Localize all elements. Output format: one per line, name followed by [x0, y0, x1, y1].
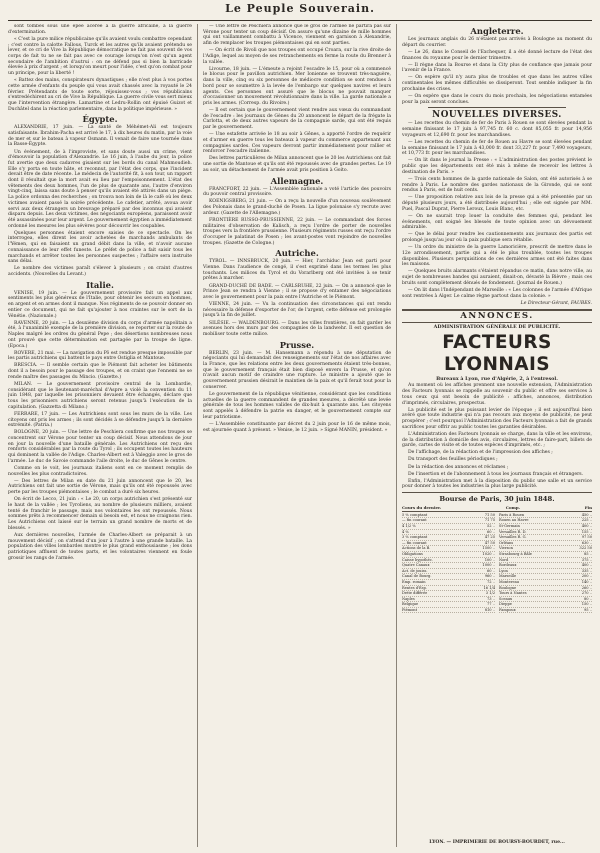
paragraph: SILÉSIE. — WALDENBOURG. — Dans les villes frontières, on fait garder les avenues hors des murs par des compagnies de la landwehr. Il est question de mobiliser toute cette milice.	[203, 320, 391, 337]
bourse-header-fin: Fin	[584, 505, 592, 511]
table-cell-value: 400 ..	[581, 563, 592, 568]
heading-italie: Italie.	[86, 279, 114, 290]
table-cell-value: 150 ..	[581, 602, 592, 607]
table-cell-value: 1020 ..	[482, 551, 495, 556]
bourse-table	[402, 513, 592, 614]
table-cell-value: 630 ..	[581, 540, 592, 545]
divider	[428, 107, 566, 108]
table-cell-value: 73 ..	[487, 596, 495, 601]
table-cell-value: 155 ..	[581, 529, 592, 534]
paragraph: — Quelques bruits alarmants s'étaient répandus ce matin, dans notre ville, au sujet de nombreuses bandes qui auraient, disait-on, dévasté la Bièvre ; mais ces bruits sont complètement dénués de fondement. (Journal de Rouen.)	[402, 269, 592, 286]
table-cell-label: Orléans	[499, 540, 514, 545]
table-cell-label: Dieppe	[499, 602, 512, 607]
paragraph: « C'est la pure milice républicaine qu'ils avaient voulu combattre cependant ; c'est contre la calotte Fallous, Turck et les autres qu'ils avaient prétendu se lever, et ce cri de Vive la République démocratique ne fait pas souvent de vos corps de fait tu ne se fait pas avec ce courage lorsqu'on n'est qu'un agent secondaire de l'ambition d'autrui : on ne défend pas si bien la barricade élevée à prix d'argent ; et lorsqu'on meurt pour l'idée, c'est qu'on combat pour un principe, pour la liberté !	[8, 36, 192, 77]
table-cell-label: Dette différée	[402, 591, 428, 596]
heading-annonces: ANNONCES.	[460, 311, 534, 322]
paragraph: TYROL. — INNSBRUCK, 20 juin. — Hier, l'archiduc Jean est parti pour Vienne. Dans l'audience de congé, il s'est exprimé dans les termes les plus touchants. Les milices du Tyrol et du Vorarlberg ont été invitées à se tenir prêtes à marcher.	[203, 259, 391, 282]
paragraph: « Battez des mains, conspirateurs dynastiques ; elle n'est plus à vos portes cette armée d'enfants du peuple qui vous avait chassés avec la royauté le 24 février. Prétendants de toute sorte, réjouissez-vous ; vos républicains s'entredéchirent au cri de Vive la République. La guerre civile vous sert mieux que l'intervention étrangère. Lamartine et Ledru-Rollin ont épuisé Guizot et Duchâtel dans la réaction parlementaire, dans la politique impérieuse. »	[8, 78, 192, 112]
heading-autriche: Autriche.	[275, 248, 319, 259]
paragraph: Le nombre des victimes paraît s'élever à plusieurs ; on craint d'autres accidents. (Nouvelles du Levant.)	[8, 266, 192, 278]
table-cell-label: Marseille	[499, 574, 517, 579]
paragraph: BERLIN, 23 juin. — M. Hansemann a répondu à une députation de négociants qui lui demandait des renseignements sur l'état de nos affaires avec la France, que les relations entre les deux gouvernements étaient très-bonnes, que le gouvernement français était bien disposé envers la Prusse, et qu'on n'avait aucun motif de craindre une rupture. Le ministre a ajouté que le gouvernement prussien désirait le maintien de la paix et qu'il ferait tout pour la conserver.	[203, 350, 391, 390]
table-cell-label: 4 1/2 %	[402, 523, 416, 528]
column-rule-1	[197, 24, 198, 847]
bourse-title: Bourse de Paris, 30 juin 1848.	[439, 495, 555, 504]
table-cell-value: 77 ..	[487, 602, 495, 607]
paragraph: — Les recettes du chemin de fer de Rouen au Havre se sont élevées pendant la semaine finissant le 17 juin à 43,000 fr. dont 33,227 fr. pour 7,490 voyageurs, et 10,773 fr. pour les marchandises.	[402, 139, 592, 157]
paragraph: Les journaux anglais du 26 n'étaient pas arrivés à Boulogne au moment du départ du courrier.	[402, 37, 592, 48]
table-cell-label: Tours à Nantes	[499, 591, 527, 596]
paragraph: De l'affichage, de la rédaction et de l'impression des affiches ;	[408, 450, 553, 456]
paragraph: — Que le délai pour rendre les cautionnements aux journaux des partis est prolongé jusqu'au jour où la paix publique sera rétablie.	[402, 232, 592, 243]
table-row	[402, 608, 495, 614]
masthead: Le Peuple Souverain.	[225, 2, 375, 15]
table-cell-value: 375 ..	[581, 557, 592, 562]
table-cell-value: 60 ..	[487, 568, 495, 573]
table-cell-value: 200 ..	[581, 574, 592, 579]
table-cell-value: 47 25	[484, 535, 495, 540]
paragraph: — L'Assemblée constituante par décret du 2 juin pour le 16 de même mois, est ajournée quant à présent. » Venise, le 12 juin. » Signé MANIN, président. »	[203, 421, 391, 433]
bourse-header-comp: Comp.	[505, 505, 521, 511]
paragraph: De l'insertion et de l'abonnement à tous les journaux français et étrangers.	[408, 471, 584, 477]
table-cell-label: Quatre Canaux	[402, 563, 430, 568]
paragraph: — Une proposition relative aux lois de la presse qui a été présentée par un député plusieurs jours, a été distribuée aujourd'hui ; elle est signée par MM. Puel, Pascal Duprat, Pierre Leroux, Louis Blanc, etc.	[402, 195, 592, 212]
table-cell-label: Montereau	[499, 579, 520, 584]
paragraph: De la rédaction des annonces et réclames ;	[408, 464, 509, 470]
paragraph: Le gouvernement de la république vénitienne, considérant que les conditions actuelles de la guerre commandent de grandes mesures, a décrété une levée générale de tous les hommes valides de dix-huit à quarante ans. Les citoyens sont appelés à défendre la patrie en danger, et le gouvernement compte sur leur patriotisme.	[203, 391, 391, 420]
heading-egypte: Égypte.	[82, 114, 118, 125]
prusse-articles	[203, 351, 391, 434]
paragraph: — On lit dans l'Indépendant de Marseille : « Les colonnes de l'armée d'Afrique sont rentrées à Alger. Le calme règne partout dans la colonie. »	[402, 287, 592, 299]
table-cell-value: 100 ..	[484, 557, 495, 562]
angleterre-articles	[402, 37, 592, 105]
bourse-header	[402, 505, 592, 512]
table-cell-value: 810 ..	[484, 607, 495, 612]
heading-prusse: Prusse.	[279, 339, 315, 350]
paragraph: FRANCFORT, 22 juin. — L'Assemblée nationale a voté l'article des pouvoirs du pouvoir central provisoire.	[203, 186, 391, 198]
paragraph: — Les recettes du chemin de fer de Paris à Rouen se sont élevées pendant la semaine finissant le 17 juin à 97,745 fr. 60 c. dont 85,055 fr. pour 14,956 voyageurs et 12,690 fr. pour les marchandises.	[402, 121, 592, 138]
table-cell-value: 95 ..	[584, 607, 592, 612]
paragraph: VIENNE, 24 juin. — Vu la continuation des circonstances qui ont rendu nécessaire la défense d'exporter de l'or, de l'argent, cette défense est prolongée jusqu'à la fin de juillet.	[203, 302, 391, 319]
table-cell-label: Nord	[499, 557, 509, 562]
paragraph: GRAND-DUCHÉ DE BADE. — CARLSRUHE, 22 juin. — On a annoncé que le Prince Jean se rendra à Vienne ; il se propose d'y entamer des négociations avec le gouvernement pour la paix entre l'Autriche et le Piémont.	[203, 283, 391, 300]
paragraph: On écrit de Lecco, 21 juin : « Le 20, un corps autrichien s'est présenté sur le haut de la vallée ; les Tyroliens, au nombre de plusieurs milliers, avaient tenté de franchir le passage, mais nos volontaires les ont repoussés. Nous sommes prêts à recommencer demain si besoin est, et nous ne craignons rien. Les Autrichiens ont laissé sur le terrain un grand nombre de morts et de blessés. »	[8, 497, 192, 531]
paragraph: BRESCIA. — Il semble certain que le Piémont fait acheter les bâtiments dont il a besoin pour le passage des troupes, et on craint que l'ennemi ne se rende maître des passages du Mincio. (Gazette.)	[8, 363, 192, 380]
facteurs-address: Bureaux à Lyon, rue d'Algérie, 2, à l'entresol.	[436, 375, 558, 382]
autriche-articles	[203, 259, 391, 337]
table-cell-value: 225 ..	[581, 518, 592, 523]
bourse-left-column	[402, 513, 495, 614]
table-cell-label: Versailles R. G.	[499, 535, 527, 540]
table-cell-label: Fampoux	[499, 607, 516, 612]
paragraph: — Trois cents hommes de la garde nationale de Salon, ont été autorisés à se rendre à Paris. Le nombre des gardes nationaux de la Gironde, qui se sont rendus à Paris, est de huit cents.	[402, 176, 592, 194]
paragraph: — Le 26, dans le Conseil de l'Exchequer, il a été donné lecture de l'état des finances du royaume pour le dernier trimestre.	[402, 49, 592, 61]
table-cell-value: 16 1/4	[483, 585, 495, 590]
table-cell-label: Boulogne	[499, 585, 517, 590]
table-cell-label: Rentes d'Esp.	[402, 585, 427, 590]
paragraph: — Un ordre du ministre de la guerre Lamoricière, prescrit de mettre dans le 12e arrondissement, partie qui a été le plus troublée, toutes les troupes disponibles. Plusieurs perquisitions de ces dernières armes ont été faites dans les maisons.	[402, 245, 592, 268]
paragraph: Livourne, 18 juin. — L'émeute a rejoint l'escadre le 15, pour où a commencé le blocus pour le pavillon autrichien. Mer Ionienne se trouvent très-naguère, dans la ville, cinq ou six personnes de médiocre condition se sont rendues à bord pour se soumettre à la levée de l'embargo sur quelques navires et leurs agents. Ces personnes ont assuré que le blocus ne pouvait manquer d'occasionner un mouvement révolutionnaire dans la ville. La garde nationale a pris les armes. (Corresp. du Rivoire.)	[203, 66, 391, 106]
table-cell-label: Emp. romain	[402, 579, 426, 584]
table-cell-label: Naples	[402, 596, 415, 601]
table-cell-value: 960 ..	[484, 574, 495, 579]
signature: Le Directeur-Gérant, FAUBES.	[520, 300, 592, 306]
paragraph: VENISE, 19 juin. — Le gouvernement provisoire fait un appel aux sentiments les plus généreux de l'Italie, pour obtenir les secours en hommes, en argent et en armes dont il manque. Nos régiments de se pouvoir donner en entier ce document, qui ne fait qu'ajouter à nos craintes sur le sort de la Vénétie. (Nazionale.)	[8, 290, 192, 319]
table-cell-value: 450 ..	[581, 512, 592, 517]
column-1	[8, 24, 192, 847]
paragraph: — Une lettre de Peschiera annonce que le gros de l'armée ne partira pas sur Vérone pour tenter un coup décisif. On assure qu'une dizaine de mille hommes qui ont vaillamment combattu à Vicence, viennent en garnison à Alexandrie, afin de remplacer les troupes piémontaises qui en sont parties.	[203, 24, 391, 47]
table-cell-value: 400 ..	[581, 523, 592, 528]
table-cell-label: Piémont	[402, 607, 418, 612]
table-cell-label: Obligations	[402, 551, 423, 556]
table-cell-value: 270 ..	[581, 591, 592, 596]
paragraph: ROVERE, 21 mai. — La navigation du Pô est rendue presque impossible par les partis autrichiens qui battent le pays entre Ostiglia et Mantoue.	[8, 350, 192, 362]
table-cell-label: Lyon	[499, 568, 508, 573]
paragraph: Quelques personnes étaient encore saisies de ce spectacle. On les interrogea, elles dirent les avoir achetées de marchands ambulants de l'Yémen, qui en faisaient un grand débit dans la ville, et n'avoir aucune connaissance de leur effet funeste. Le préfet de police a fait saisir tous les marchands et arrêter toutes les personnes suspectes ; l'affaire sera instruite sans délai.	[8, 230, 192, 265]
facteurs-text	[402, 383, 592, 490]
table-row	[499, 608, 592, 614]
bourse-right-column	[499, 513, 592, 614]
column-2	[203, 24, 391, 847]
paragraph: — On ne saurait trop louer la conduite des femmes qui, pendant les événements, ont soigné les blessés de toute opinion avec un dévouement admirable.	[402, 213, 592, 231]
paragraph: FRONTIÈRE RUSSO-PRUSSIENNE, 22 juin. — Le commandant des forces militaires d'observation de Kalisch, a reçu l'ordre de porter de nouvelles troupes vers la frontière prussienne. Plusieurs régiments russes ont reçu l'ordre d'occuper le palatinat de Posen ; les avant-postes vont rejoindre de nouvelles troupes. (Gazette de Cologne.)	[203, 217, 391, 246]
admin-line: ADMINISTRATION GÉNÉRALE DE PUBLICITÉ.	[433, 324, 561, 330]
table-cell-value: 72 ..	[487, 579, 495, 584]
table-cell-label: Sceaux	[499, 596, 513, 601]
paragraph: — Une estafette arrivée le 18 au soir à Gênes, a apporté l'ordre de requérir et d'armer en guerre tous les bateaux à vapeur du commerce appartenant aux compagnies sardes. Ces vapeurs devront partir immédiatement pour rallier et renforcer l'escadre italienne.	[203, 132, 391, 155]
divider	[402, 492, 592, 493]
paragraph: FERRARE, 17 juin. — Les Autrichiens sont sous les murs de la ville. Les citoyens ont pris les armes ; ils sont décidés à se défendre jusqu'à la dernière extrémité. (Patria.)	[8, 411, 192, 429]
table-cell-label: Vierzon	[499, 546, 513, 551]
paragraph: Au moment où les affiches prennent une nouvelle extension, l'Administration des Facteurs lyonnais se rappelle au souvenir du public et offre ses services à tous ceux qui ont besoin de publicité : affiches, annonces, distribution d'imprimés, circulaires, prospectus.	[402, 383, 592, 406]
table-cell-label: Caisse hypothéc.	[402, 557, 433, 562]
bourse-header-label: Cours du dernier.	[402, 505, 442, 511]
table-cell-value: 3 1/2	[485, 591, 495, 596]
paragraph: — Il règne dans la Bourse et dans la City plus de confiance que jamais pour l'avenir de la France.	[402, 62, 592, 74]
paragraph: — On lit dans le journal la Presse : « L'administration des postes prévient le public que les départements ont été mis à même de recevoir les lettres à destination de Paris. »	[402, 158, 592, 175]
paragraph: Comme on le voit, les journaux italiens sont en ce moment remplis de nouvelles les plus contradictoires.	[8, 465, 192, 477]
table-cell-value: 1500 ..	[482, 546, 495, 551]
paragraph: BOLOGNE, 20 juin. — Une lettre de Peschiera confirme que nos troupes se concentrent sur Vérone pour tenter un coup décisif. Nous attendons de jour en jour la nouvelle d'une bataille générale. Les Autrichiens ont reçu des renforts considérables par la route du Tyrol ; ils occupent toutes les hauteurs qui dominent la vallée de l'Adige. Charles-Albert est à Valeggio avec le gros de l'armée. Le duc de Savoie commande l'aile droite, le duc de Gênes le centre.	[8, 430, 192, 464]
italie-articles	[8, 291, 192, 562]
allemagne-articles	[203, 187, 391, 247]
printer-line: LYON. — IMPRIMERIE DE BOURSY-BOURDET, rue...	[429, 840, 565, 845]
nouvelles-articles	[402, 121, 592, 299]
table-cell-label: Bordeaux	[499, 563, 517, 568]
table-cell-label: — fin courant	[402, 540, 427, 545]
masthead-rule	[8, 20, 592, 21]
table-cell-value: 97 50	[581, 535, 592, 540]
egypte-articles	[8, 125, 192, 277]
table-cell-value: 1000 ..	[482, 563, 495, 568]
table-cell-value: 80 ..	[584, 596, 592, 601]
table-cell-value: 71 50	[484, 512, 495, 517]
paragraph: RAVENNE, 20 juin. — La deuxième division du corps d'armée napolitain a été, à l'unanimité exemple de la première division, se reporter sur la route de Naples malgré les ordres du général Pepe ; des désertions nombreuses nous ont prouvé que cette détermination est partagée par la troupe de ligne. (Epoca.)	[8, 320, 192, 349]
paragraph: — On espère que dans le cours du mois prochain, les négociations entamées pour la paix seront conclues.	[402, 93, 592, 105]
table-cell-label: — fin courant	[402, 518, 427, 523]
paragraph: MILAN. — Le gouvernement provisoire central de la Lombardie, considérant que le lieutenant-maréchal d'Aspre a violé la convention du 11 juin 1848, par laquelle les prisonniers devaient être échangés, déclare que tous les prisonniers autrichiens seront retenus jusqu'à l'exécution de la capitulation. (Gazzetta di Milano.)	[8, 381, 192, 410]
table-cell-label: Rouen au Havre	[499, 518, 529, 523]
table-cell-label: Paris à Rouen	[499, 512, 525, 517]
paragraph: L'Administration des Facteurs lyonnais se charge, dans la ville et les environs, de la distribution à domicile des avis, circulaires, lettres de faire-part, billets de garde, cartes de visite et de toutes espèces d'imprimés, etc. ;	[402, 431, 592, 449]
facteurs-lyonnais-title: FACTEURS LYONNAIS	[442, 331, 552, 375]
table-cell-label: 3 % comptant	[402, 535, 428, 540]
table-cell-value: 140 ..	[581, 579, 592, 584]
col1-intro	[8, 24, 192, 112]
paragraph: ALEXANDRIE, 17 juin. — La santé de Méhémet-Ali est toujours satisfaisante. Ibrahim-Pacha est arrivé le 17, à dix heures du matin, par la voie de mer et sur le bateau à vapeur Osmann. Il venait de faire une tournée dans la Basse-Égypte.	[8, 125, 192, 148]
paragraph: Enfin, l'Administration met à la disposition du public une salle et un service pour donner à toutes les industries la plus large publicité.	[402, 478, 592, 490]
column-3	[402, 24, 592, 847]
paragraph: — Des lettres de Milan en date du 21 juin annoncent que le 20, les Autrichiens ont fait une sortie de Vérone, mais qu'ils ont été repoussés avec perte par les troupes piémontaises ; le combat a duré six heures.	[8, 478, 192, 496]
table-cell-label: Belgique	[402, 602, 419, 607]
heading-angleterre: Angleterre.	[470, 26, 524, 36]
table-cell-label: Versailles R. D.	[499, 529, 527, 534]
table-cell-value: 60 ..	[487, 529, 495, 534]
table-cell-value: 47 50	[484, 540, 495, 545]
paragraph: Des lettres particulières de Milan annoncent que le 20 les Autrichiens ont fait une sortie de Mantoue et qu'ils ont été repoussés avec de grandes pertes. Le 19 au soir, un détachement de l'armée avait pris position à Goito.	[203, 156, 391, 173]
heading-allemagne: Allemagne.	[270, 175, 324, 186]
table-cell-label: St-Germain	[499, 523, 520, 528]
paragraph: La publicité est le plus puissant levier de l'époque ; il est aujourd'hui bien avéré que toute industrie qui n'a pas recours aux moyens de publicité, ne peut prospérer ; c'est pourquoi l'Administration des Facteurs lyonnais a fait de grands sacrifices pour offrir au public toutes les garanties désirables.	[402, 407, 592, 430]
paragraph: sont tombés sous une épée acérée à la guerre africaine, à la guerre d'extermination.	[8, 24, 192, 35]
paragraph: Du transport des feuilles périodiques ;	[408, 457, 498, 463]
paragraph: Aux dernières nouvelles, l'armée de Charles-Albert se préparait à un mouvement décisif ; on s'attend d'un jour à l'autre à une grande bataille. La population des villes lombardes montre le plus grand enthousiasme ; les dons patriotiques affluent de toutes parts, et les volontaires viennent en foule grossir les rangs de l'armée.	[8, 532, 192, 561]
table-cell-label: Strasbourg à Bâle	[499, 551, 532, 556]
table-cell-value: 322 50	[579, 546, 592, 551]
table-cell-value: 52 ..	[487, 523, 495, 528]
paragraph: — On écrit de Rivoli que nos troupes ont occupé Croara, sur la rive droite de l'Adige, lequel au moyen de ses retranchements en ferme la route du Brenner à la vallée.	[203, 48, 391, 65]
column-rule-2	[396, 24, 397, 847]
paragraph: KOENIGSBERG, 21 juin. — On a reçu la nouvelle d'un nouveau soulèvement des Polonais dans le grand-duché de Posen. La ligue polonaise s'y recrute avec ardeur. (Gazette de l'Allemagne.)	[203, 199, 391, 216]
table-cell-label: Canal de Bourg.	[402, 574, 432, 579]
divider	[402, 322, 592, 323]
table-cell-value: 85 ..	[584, 551, 592, 556]
table-cell-value: 335 ..	[581, 568, 592, 573]
paragraph: — Il est certain que le gouvernement vient rendre aux vœux du commandant de l'escadre : les journaux de Gènes du 20 annoncent le départ de la frégate la Carlotta, et de deux autres vapeurs de la compagnie sarde, qui ont été requis par le gouvernement.	[203, 108, 391, 131]
table-cell-label: Act. de jouiss.	[402, 568, 428, 573]
table-cell-value: 71 75	[484, 518, 495, 523]
table-cell-value: 260 ..	[581, 585, 592, 590]
table-cell-label: Actions de la B.	[402, 546, 431, 551]
heading-nouvelles-diverses: NOUVELLES DIVERSES.	[432, 110, 562, 121]
col2-intro	[203, 24, 391, 174]
table-cell-label: 4 %	[402, 529, 409, 534]
paragraph: Un événement, de à l'improviste, et sans doute aussi un crime, vient d'émouvoir la population d'Alexandrie. Le 16 juin, à l'aube du jour, la police fut avertie que deux cadavres gisaient sur les bords du canal Mahmoudieh. Elle s'y porta en toute hâte, et reconnut, par l'état des corps, que l'incident devait être de date récente. Le médecin de l'autorité fit, à son tour, un rapport dont il résultait que la mort avait eu lieu par l'empoisonnement. L'état des vêtements des deux hommes, l'un de plus de quarante ans, l'autre d'environ vingt-cinq, laissa sans doute à penser qu'ils avaient été attirés dans un piège. La police ordonna des recherches ; on trouva non loin de là le café où les deux victimes avaient passé la soirée précédente. Le cafetier, arrêté, avoua avoir servi aux deux étrangers un breuvage préparé par des inconnus qui avaient disparu depuis. Les deux victimes, des négociants européens, paraissent avoir été assassinées pour leur argent. Le gouvernement égyptien a immédiatement ordonné les mesures les plus sévères pour découvrir les coupables.	[8, 149, 192, 229]
paragraph: — On espère qu'il n'y aura plus de troubles et que dans les autres villes continentales les mêmes difficultés se dissiperont. Tout semble indiquer la fin prochaine des crises.	[402, 75, 592, 92]
table-cell-label: 5 % comptant	[402, 512, 428, 517]
